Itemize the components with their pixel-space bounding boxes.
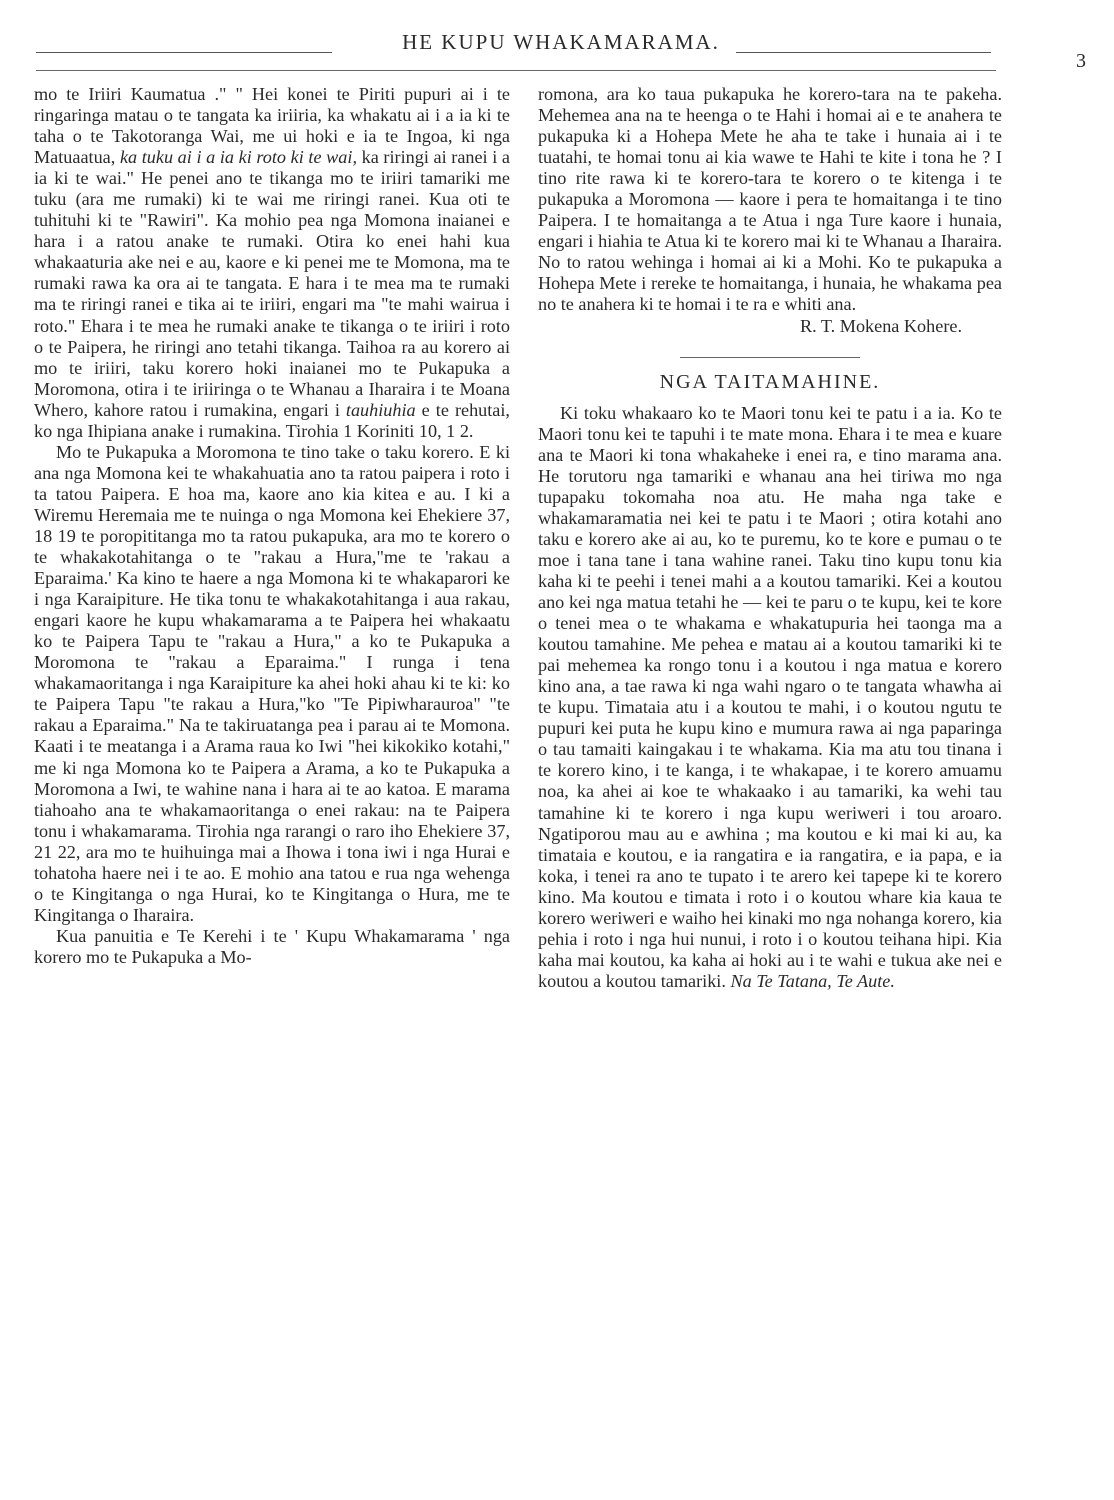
section-title: NGA TAITAMAHINE. [659,370,881,393]
section-divider [680,357,860,358]
page-number: 3 [1076,50,1086,72]
article-paragraph [34,442,510,926]
text-run: ka riringi ai ranei i a ia ki te wai." He penei ano te tikanga mo te iriiri tamariki me tuku (ara me rumaki) ki te wai me riringi ranei. Kua oti te tuhituhi ki te "Rawiri". Ka mohio pea nga Momona inaianei e hara i a ratou anake te rumaki. Otira ko enei hahi kua whakaaturia ake nei e au, kaore e ki penei me te Momona, ma te rumaki rawa ka ora ai te tangata. E hara i te mea ma te rumaki ma te riringi ranei e tika ai te iriiri, engari ma "te mahi wairua i roto." Ehara i te mea he rumaki anake te tikanga o te iriiri i roto o te Paipera, he riringi ano tetahi tikanga. Taihoa ra au korero ai mo te iriiri, taku korero hoki inaianei mo te Pukapuka a Moromona, otira i te iriiringa o te Whanau a Iharaira i te Moana Whero, kahore ratou i rumakina, engari i [34,147,510,420]
running-title: HE KUPU WHAKAMARAMA. [402,30,720,54]
text-run: Mo te Pukapuka a Moromona te tino take o taku korero. E ki ana nga Momona kei te whakahuatia ano ta ratou paipera i roto i ta tatou Paipera. E hoa ma, kaore ano kia kitea e au. I ki a Wiremu Heremaia me te nuinga o nga Momona kei Ehekiere 37, 18 19 te poropititanga mo ta ratou pukapuka, ara mo te korero o te whakakotahitanga o te "rakau a Hura,"me te 'rakau a Eparaima.' Ka kino te haere a nga Momona ki te whakaparori ke i nga Karaipiture. He tika tonu te whakakotahitanga i aua rakau, engari kaore he kupu whakamarama a te Paipera hei whakaatu ko te Paipera Tapu te "rakau a Hura," a ko te Pukapuka a Moromona te "rakau a Eparaima." I runga i tena whakamaoritanga i nga Karaipiture ka ahei hoki ahau ki te ki: ko te Paipera Tapu "te rakau a Hura,"ko "Te Pipiwharauroa" "te rakau a Eparaima." Na te takiruatanga pea i parau ai te Momona. Kaati i te meatanga i a Arama raua ko Iwi "hei kikokiko kotahi," me ki nga Momona ko te Paipera a Arama, a ko te Pukapuka a Moromona a Iwi, te wahine nana i hara ai te ao katoa. E marama tiahoaho ana te whakamaoritanga o enei rakau: na te Paipera tonu i whakamarama. Tirohia nga rarangi o raro iho Ehekiere 37, 21 22, ara mo te huihuinga mai a Ihowa i tona iwi i nga Hurai e tohatoha haere nei i te ao. E mohio ana tatou e rua nga wehenga o te Kingitanga o nga Hurai, ko te Kingitanga o Hura, me te Kingitanga o Iharaira. [34,441,510,925]
header-rule-right [736,52,991,53]
page-header [36,28,1086,74]
text-run: e te rehutai, ko nga Ihipiana anake i rumakina. Tirohia 1 Koriniti 10, 1 2. [34,399,510,441]
sign-off: Na Te Tatana, Te Aute. [730,970,895,991]
italic-run: ka tuku ai i a ia ki roto ki te wai, [119,147,357,168]
italic-run: tauhiuhia [345,399,416,420]
text-run: Ki toku whakaaro ko te Maori tonu kei te patu i a ia. Ko te Maori tonu kei te tapuhi i te mate mona. Ehara i te mea e kuare ana te Maori ki tona whakaheke i enei ra, e tino marama ana. He torutoru nga tamariki e whanau ana hei tiriwa mo nga tupapaku tokomaha noa atu. He maha nga take e whakamaramatia nei kei te patu i te Maori ; otira kotahi ano taku e korero ake ai au, ko te puremu, ko te kore e pumau o te moe i tana tane i tana wahine ranei. Taku tino kupu tonu kia kaha ki te peehi i tenei mahi a a koutou tamariki. Kei a koutou ano kei nga matua tetahi he — kei te paru o te kupu, kei te kore o tenei mea o te whakama e whakatupuria hei taonga ma a koutou tamahine. Me pehea e matau ai a koutou tamariki ki te pai mehemea ka rongo tonu i a koutou i nga matua e korero kino ana, a tae rawa ki nga wahi ngaro o te tangata whawha ai te kupu. Timataia atu i a koutou te mahi, i o koutou ngutu te pupuri kei puta he kupu kino e mumura rawa ai nga paparinga o tau tamaiti kaingakau i te whakama. Kia ma atu tou tinana i te korero kino, i te kanga, i te whakapae, i te korero amuamu noa, ka ahei ai koe te whakaako i au tamariki, ka wehi tau tamahine ki te korero i nga kupu weriweri i tou aroaro. Ngatiporou mau au e awhina ; ma koutou e ki mai ki au, ka timataia e koutou, e ia rangatira e ia rangatira, e ia papa, e ia koka, i tenei ra ano te tupato i te arero kei tapepe ki te korero kino. Ma koutou e timata i roto i o koutou whare kia kaua te korero weriweri e waiho hei kinaki mo nga nohanga korero, kia pehia i roto i nga hui nunui, i roto i o koutou teihana hipi. Kia kaha mai koutou, ka kaha ai hoki au i te wahi e tukua ake nei e koutou a koutou tamariki. [538,402,1002,991]
text-run: mo te Iriiri Kaumatua ." " Hei konei te Piriti pupuri ai i te ringaringa matau o te tangata ka iriiria, ka whakatu ai i a ia ki te taha o te Takotoranga Wai, me ui hoki e ia te Ingoa, ki nga Matuaatua, [34,84,510,168]
header-underline [36,70,996,71]
text-run: Kua panuitia e Te Kerehi i te ' Kupu Whakamarama ' nga korero mo te Pukapuka a Mo- [34,925,510,967]
article-paragraph [538,84,1002,316]
article-paragraph [34,84,510,442]
author-signature: R. T. Mokena Kohere. [800,315,962,336]
article-paragraph [538,403,1002,992]
text-run: romona, ara ko taua pukapuka he korero-tara na te pakeha. Mehemea ana na te heenga o te Hahi i homai ai e te anahera te pukapuka ki a Hohepa Mete he aha te take i hunaia ai i te tuatahi, te homai tonu ai kia wawe te Hahi te kite i tona he ? I tino rite rawa ki te korero-tara te korero o te kitenga i te pukapuka a Moromona — kaore i pera te homaitanga i te tino Paipera. I te homaitanga a te Atua i nga Ture kaore i hunaia, engari i hiahia te Atua ki te korero mai ki te Whanau a Iharaira. No to ratou wehinga i homai ai ki a Mohi. Ko te pukapuka a Hohepa Mete i rereke te homaitanga, i hunaia, he whakama pea no te anahera ki te homai i te ra e whiti ana. [538,84,1002,315]
article-paragraph [34,926,510,968]
left-column [34,84,510,968]
right-column [538,84,1002,992]
